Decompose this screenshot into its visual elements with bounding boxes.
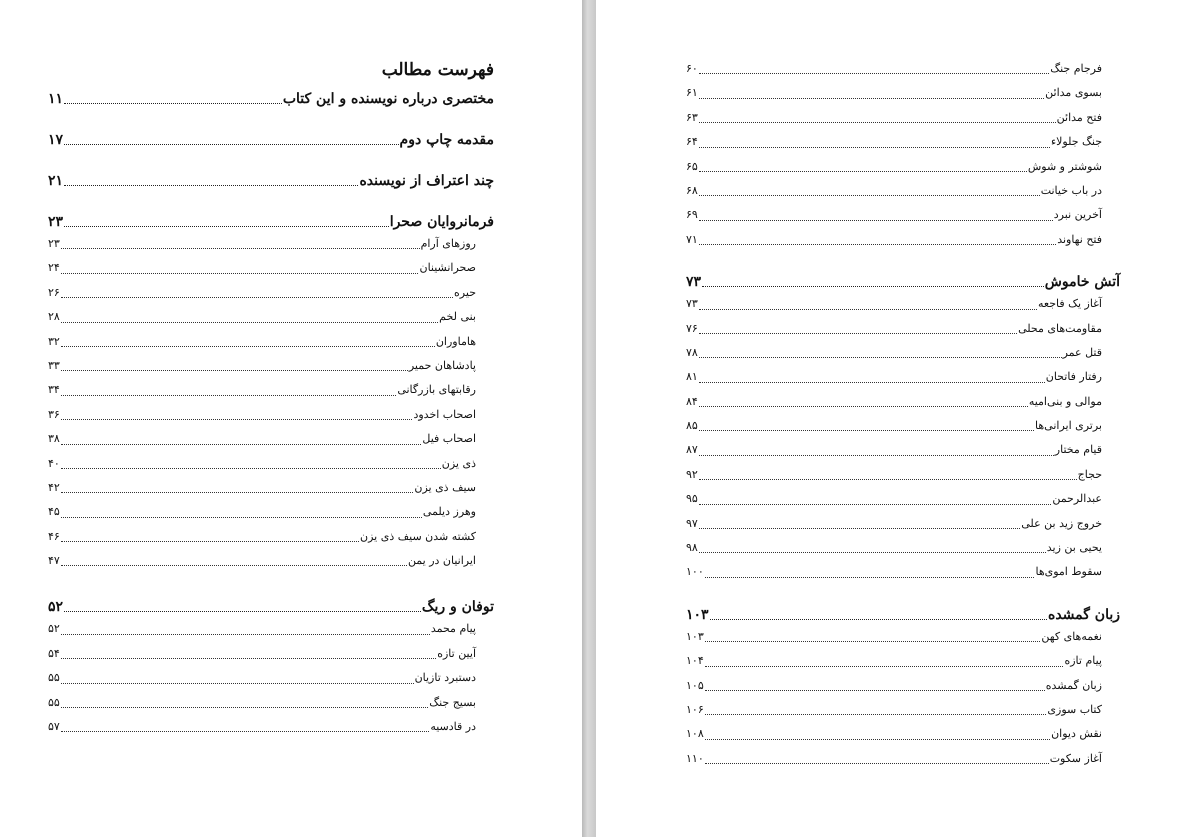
toc-entry: [48, 256, 494, 280]
dot-leader: [61, 444, 422, 445]
toc-entry: [686, 81, 1120, 105]
intro-entry: [48, 89, 494, 109]
dot-leader: [61, 517, 422, 518]
page-number: ۱۱۰: [686, 751, 704, 765]
entry-title: نقش دیوان: [1051, 727, 1102, 741]
page-number: ۲۳: [48, 236, 60, 250]
page-number: ۱۷: [48, 132, 64, 148]
dot-leader: [61, 419, 413, 420]
entry-title: صحرانشینان: [419, 261, 476, 275]
dot-leader: [705, 739, 1050, 740]
dot-leader: [699, 552, 1046, 553]
dot-leader: [61, 707, 428, 708]
entry-title: جنگ جلولاء: [1050, 135, 1102, 149]
dot-leader: [61, 565, 407, 566]
entry-title: رفتار فاتحان: [1045, 370, 1102, 384]
entry-title: آتش خاموش: [1044, 274, 1120, 291]
left-page: [0, 0, 582, 837]
page-number: ۲۶: [48, 285, 60, 299]
toc-entry: [686, 487, 1120, 511]
dot-leader: [699, 479, 1077, 480]
page-number: ۱۰۰: [686, 565, 704, 579]
entry-title: مختصری درباره نویسنده و این کتاب: [282, 91, 494, 107]
dot-leader: [705, 763, 1049, 764]
toc-entry: [48, 666, 494, 690]
dot-leader: [61, 634, 430, 635]
toc-entry: [686, 536, 1120, 560]
dot-leader: [61, 322, 438, 323]
dot-leader: [705, 714, 1047, 715]
page-number: ۷۳: [686, 274, 702, 291]
toc-entry: [686, 365, 1120, 389]
entry-title: توفان و ریگ: [421, 599, 494, 616]
dot-leader: [61, 683, 414, 684]
entry-title: پیام تازه: [1064, 654, 1102, 668]
entry-title: زبان گمشده: [1047, 606, 1120, 623]
page-number: ۵۲: [48, 622, 60, 636]
page-number: ۲۸: [48, 310, 60, 324]
entry-title: شوشتر و شوش: [1027, 159, 1102, 173]
page-number: ۵۵: [48, 671, 60, 685]
dot-leader: [705, 666, 1064, 667]
dot-leader: [699, 147, 1050, 148]
toc-entry: [686, 341, 1120, 365]
left-toc: [48, 57, 494, 739]
toc-entry: [48, 354, 494, 378]
dot-leader: [64, 144, 399, 145]
dot-leader: [61, 273, 419, 274]
dot-leader: [699, 504, 1052, 505]
entry-title: آغاز یک فاجعه: [1038, 297, 1102, 311]
entry-title: ذی یزن: [441, 456, 476, 470]
entry-title: قیام مختار: [1054, 443, 1102, 457]
toc-entry: [48, 378, 494, 402]
dot-leader: [699, 220, 1053, 221]
dot-leader: [64, 226, 389, 227]
intro-entry: [48, 171, 494, 191]
toc-entry: [686, 463, 1120, 487]
entry-title: دستبرد تازیان: [414, 671, 476, 685]
entry-title: در باب خیانت: [1040, 183, 1102, 197]
entry-title: یحیی بن زید: [1046, 541, 1102, 555]
entry-title: مقدمه چاپ دوم: [399, 132, 494, 148]
entry-title: زبان گمشده: [1045, 678, 1102, 692]
dot-leader: [61, 541, 359, 542]
dot-leader: [699, 309, 1037, 310]
dot-leader: [699, 98, 1044, 99]
entry-title: اصحاب فیل: [422, 432, 476, 446]
toc-entry: [48, 403, 494, 427]
spacer: [686, 252, 1120, 272]
page-number: ۵۵: [48, 695, 60, 709]
toc-entry: [686, 390, 1120, 414]
right-sections: [686, 252, 1120, 771]
page-number: ۷۱: [686, 232, 698, 246]
dot-leader: [699, 455, 1054, 456]
page-number: ۹۷: [686, 516, 698, 530]
page-number: ۱۰۸: [686, 727, 704, 741]
page-number: ۲۴: [48, 261, 60, 275]
toc-entry: [686, 698, 1120, 722]
toc-entry: [686, 155, 1120, 179]
section-heading: [686, 605, 1120, 625]
entry-title: حیره: [454, 285, 476, 299]
dot-leader: [699, 244, 1056, 245]
dot-leader: [61, 248, 420, 249]
entry-title: روزهای آرام: [420, 236, 476, 250]
dot-leader: [705, 577, 1035, 578]
page-number: ۸۷: [686, 443, 698, 457]
entry-title: بسوی مدائن: [1045, 86, 1102, 100]
dot-leader: [699, 382, 1045, 383]
entry-title: موالی و بنی‌امیه: [1028, 394, 1102, 408]
toc-entry: [686, 560, 1120, 584]
toc-entry: [48, 305, 494, 329]
intro-entries: [48, 89, 494, 212]
toc-entry: [686, 649, 1120, 673]
page-number: ۶۴: [686, 135, 698, 149]
spacer: [686, 585, 1120, 605]
dot-leader: [699, 357, 1062, 358]
page-number: ۵۲: [48, 599, 64, 616]
page-number: ۳۴: [48, 383, 60, 397]
entry-title: آیین تازه: [437, 646, 476, 660]
dot-leader: [699, 406, 1028, 407]
toc-entry: [48, 617, 494, 641]
dot-leader: [699, 333, 1017, 334]
dot-leader: [705, 690, 1045, 691]
dot-leader: [61, 346, 435, 347]
entry-title: قتل عمر: [1062, 345, 1102, 359]
entry-title: آغاز سکوت: [1049, 751, 1102, 765]
page-number: ۱۰۵: [686, 678, 704, 692]
entry-title: کشته شدن سیف ذی یزن: [360, 529, 476, 543]
intro-entry: [48, 130, 494, 150]
page-number: ۱۰۳: [686, 606, 709, 623]
entry-title: عبدالرحمن: [1052, 492, 1102, 506]
page-number: ۷۳: [686, 297, 698, 311]
continued-entries: [686, 57, 1120, 252]
dot-leader: [64, 103, 282, 104]
page-number: ۳۲: [48, 334, 60, 348]
toc-entry: [48, 232, 494, 256]
page-number: ۴۷: [48, 554, 60, 568]
dot-leader: [61, 297, 453, 298]
dot-leader: [699, 122, 1056, 123]
page-number: ۸۵: [686, 419, 698, 433]
toc-entry: [686, 292, 1120, 316]
page-number: ۹۸: [686, 541, 698, 555]
page-number: ۶۸: [686, 183, 698, 197]
right-toc: [686, 57, 1120, 771]
entry-title: کتاب سوزی: [1047, 702, 1102, 716]
toc-entry: [48, 642, 494, 666]
toc-entry: [48, 452, 494, 476]
entry-title: بنی لخم: [439, 310, 476, 324]
toc-entry: [686, 57, 1120, 81]
entry-title: فتح مدائن: [1056, 110, 1102, 124]
dot-leader: [699, 171, 1027, 172]
spacer: [48, 191, 494, 212]
page-number: ۴۲: [48, 480, 60, 494]
page-number: ۳۶: [48, 407, 60, 421]
entry-title: چند اعتراف از نویسنده: [359, 173, 494, 189]
page-number: ۱۰۳: [686, 629, 704, 643]
entry-title: هاماوران: [435, 334, 476, 348]
toc-entry: [686, 106, 1120, 130]
page-number: ۶۹: [686, 208, 698, 222]
toc-entry: [686, 625, 1120, 649]
entry-title: نغمه‌های کهن: [1041, 629, 1102, 643]
page-number: ۸۴: [686, 394, 698, 408]
page-gutter: [582, 0, 596, 837]
page-number: ۷۶: [686, 321, 698, 335]
page-number: ۳۸: [48, 432, 60, 446]
toc-entry: [686, 130, 1120, 154]
entry-title: اصحاب اخدود: [413, 407, 476, 421]
page-number: ۱۱: [48, 91, 64, 107]
entry-title: در قادسیه: [430, 720, 476, 734]
page-number: ۶۰: [686, 61, 698, 75]
toc-entry: [686, 674, 1120, 698]
entry-title: فرجام جنگ: [1050, 61, 1102, 75]
dot-leader: [699, 430, 1034, 431]
dot-leader: [64, 185, 358, 186]
entry-title: ایرانیان در یمن: [407, 554, 476, 568]
entry-title: رقابتهای بازرگانی: [397, 383, 476, 397]
toc-entry: [48, 525, 494, 549]
page-number: ۶۳: [686, 110, 698, 124]
section-heading: [686, 272, 1120, 292]
dot-leader: [699, 195, 1040, 196]
left-sections: [48, 212, 494, 739]
dot-leader: [61, 658, 436, 659]
entry-title: فتح نهاوند: [1057, 232, 1102, 246]
toc-entry: [686, 179, 1120, 203]
page-number: ۴۵: [48, 505, 60, 519]
page-number: ۴۰: [48, 456, 60, 470]
section-heading: [48, 212, 494, 232]
right-page: [596, 0, 1185, 837]
entry-title: آخرین نبرد: [1053, 208, 1102, 222]
page-number: ۹۵: [686, 492, 698, 506]
entry-title: پادشاهان حمیر: [408, 358, 476, 372]
toc-entry: [48, 500, 494, 524]
dot-leader: [705, 641, 1041, 642]
toc-entry: [48, 476, 494, 500]
spacer: [48, 109, 494, 130]
entry-title: بسیج جنگ: [429, 695, 476, 709]
page-number: ۴۶: [48, 529, 60, 543]
entry-title: سیف ذی یزن: [414, 480, 476, 494]
page-number: ۶۱: [686, 86, 698, 100]
entry-title: برتری ایرانی‌ها: [1035, 419, 1102, 433]
page-number: ۱۰۶: [686, 702, 704, 716]
page-number: ۸۱: [686, 370, 698, 384]
dot-leader: [702, 286, 1044, 287]
dot-leader: [699, 528, 1020, 529]
toc-entry: [48, 330, 494, 354]
page-number: ۱۰۴: [686, 654, 704, 668]
page-number: ۷۸: [686, 345, 698, 359]
dot-leader: [61, 468, 441, 469]
page-number: ۲۳: [48, 214, 64, 230]
page-number: ۶۵: [686, 159, 698, 173]
toc-entry: [48, 691, 494, 715]
entry-title: پیام محمد: [430, 622, 476, 636]
toc-entry: [48, 427, 494, 451]
dot-leader: [61, 731, 430, 732]
page-number: ۲۱: [48, 173, 64, 189]
toc-entry: [48, 549, 494, 573]
section-heading: [48, 597, 494, 617]
entry-title: خروج زید بن علی: [1021, 516, 1102, 530]
toc-entry: [686, 747, 1120, 771]
page-number: ۵۷: [48, 720, 60, 734]
entry-title: سقوط اموی‌ها: [1035, 565, 1102, 579]
dot-leader: [61, 395, 396, 396]
dot-leader: [61, 492, 414, 493]
page-number: ۳۳: [48, 358, 60, 372]
toc-entry: [48, 281, 494, 305]
entry-title: وهرز دیلمی: [422, 505, 476, 519]
page-number: ۹۲: [686, 467, 698, 481]
spacer: [48, 150, 494, 171]
dot-leader: [710, 619, 1047, 620]
toc-entry: [686, 722, 1120, 746]
toc-entry: [686, 512, 1120, 536]
toc-entry: [686, 317, 1120, 341]
dot-leader: [699, 73, 1049, 74]
dot-leader: [64, 611, 421, 612]
page-number: ۵۴: [48, 646, 60, 660]
toc-entry: [686, 228, 1120, 252]
toc-entry: [686, 438, 1120, 462]
entry-title: فرمانروایان صحرا: [389, 214, 494, 230]
entry-title: حجاج: [1077, 467, 1102, 481]
entry-title: مقاومت‌های محلی: [1018, 321, 1102, 335]
toc-entry: [48, 715, 494, 739]
spacer: [48, 573, 494, 597]
toc-entry: [686, 414, 1120, 438]
dot-leader: [61, 370, 408, 371]
toc-entry: [686, 203, 1120, 227]
toc-heading: فهرست مطالب: [381, 60, 494, 80]
